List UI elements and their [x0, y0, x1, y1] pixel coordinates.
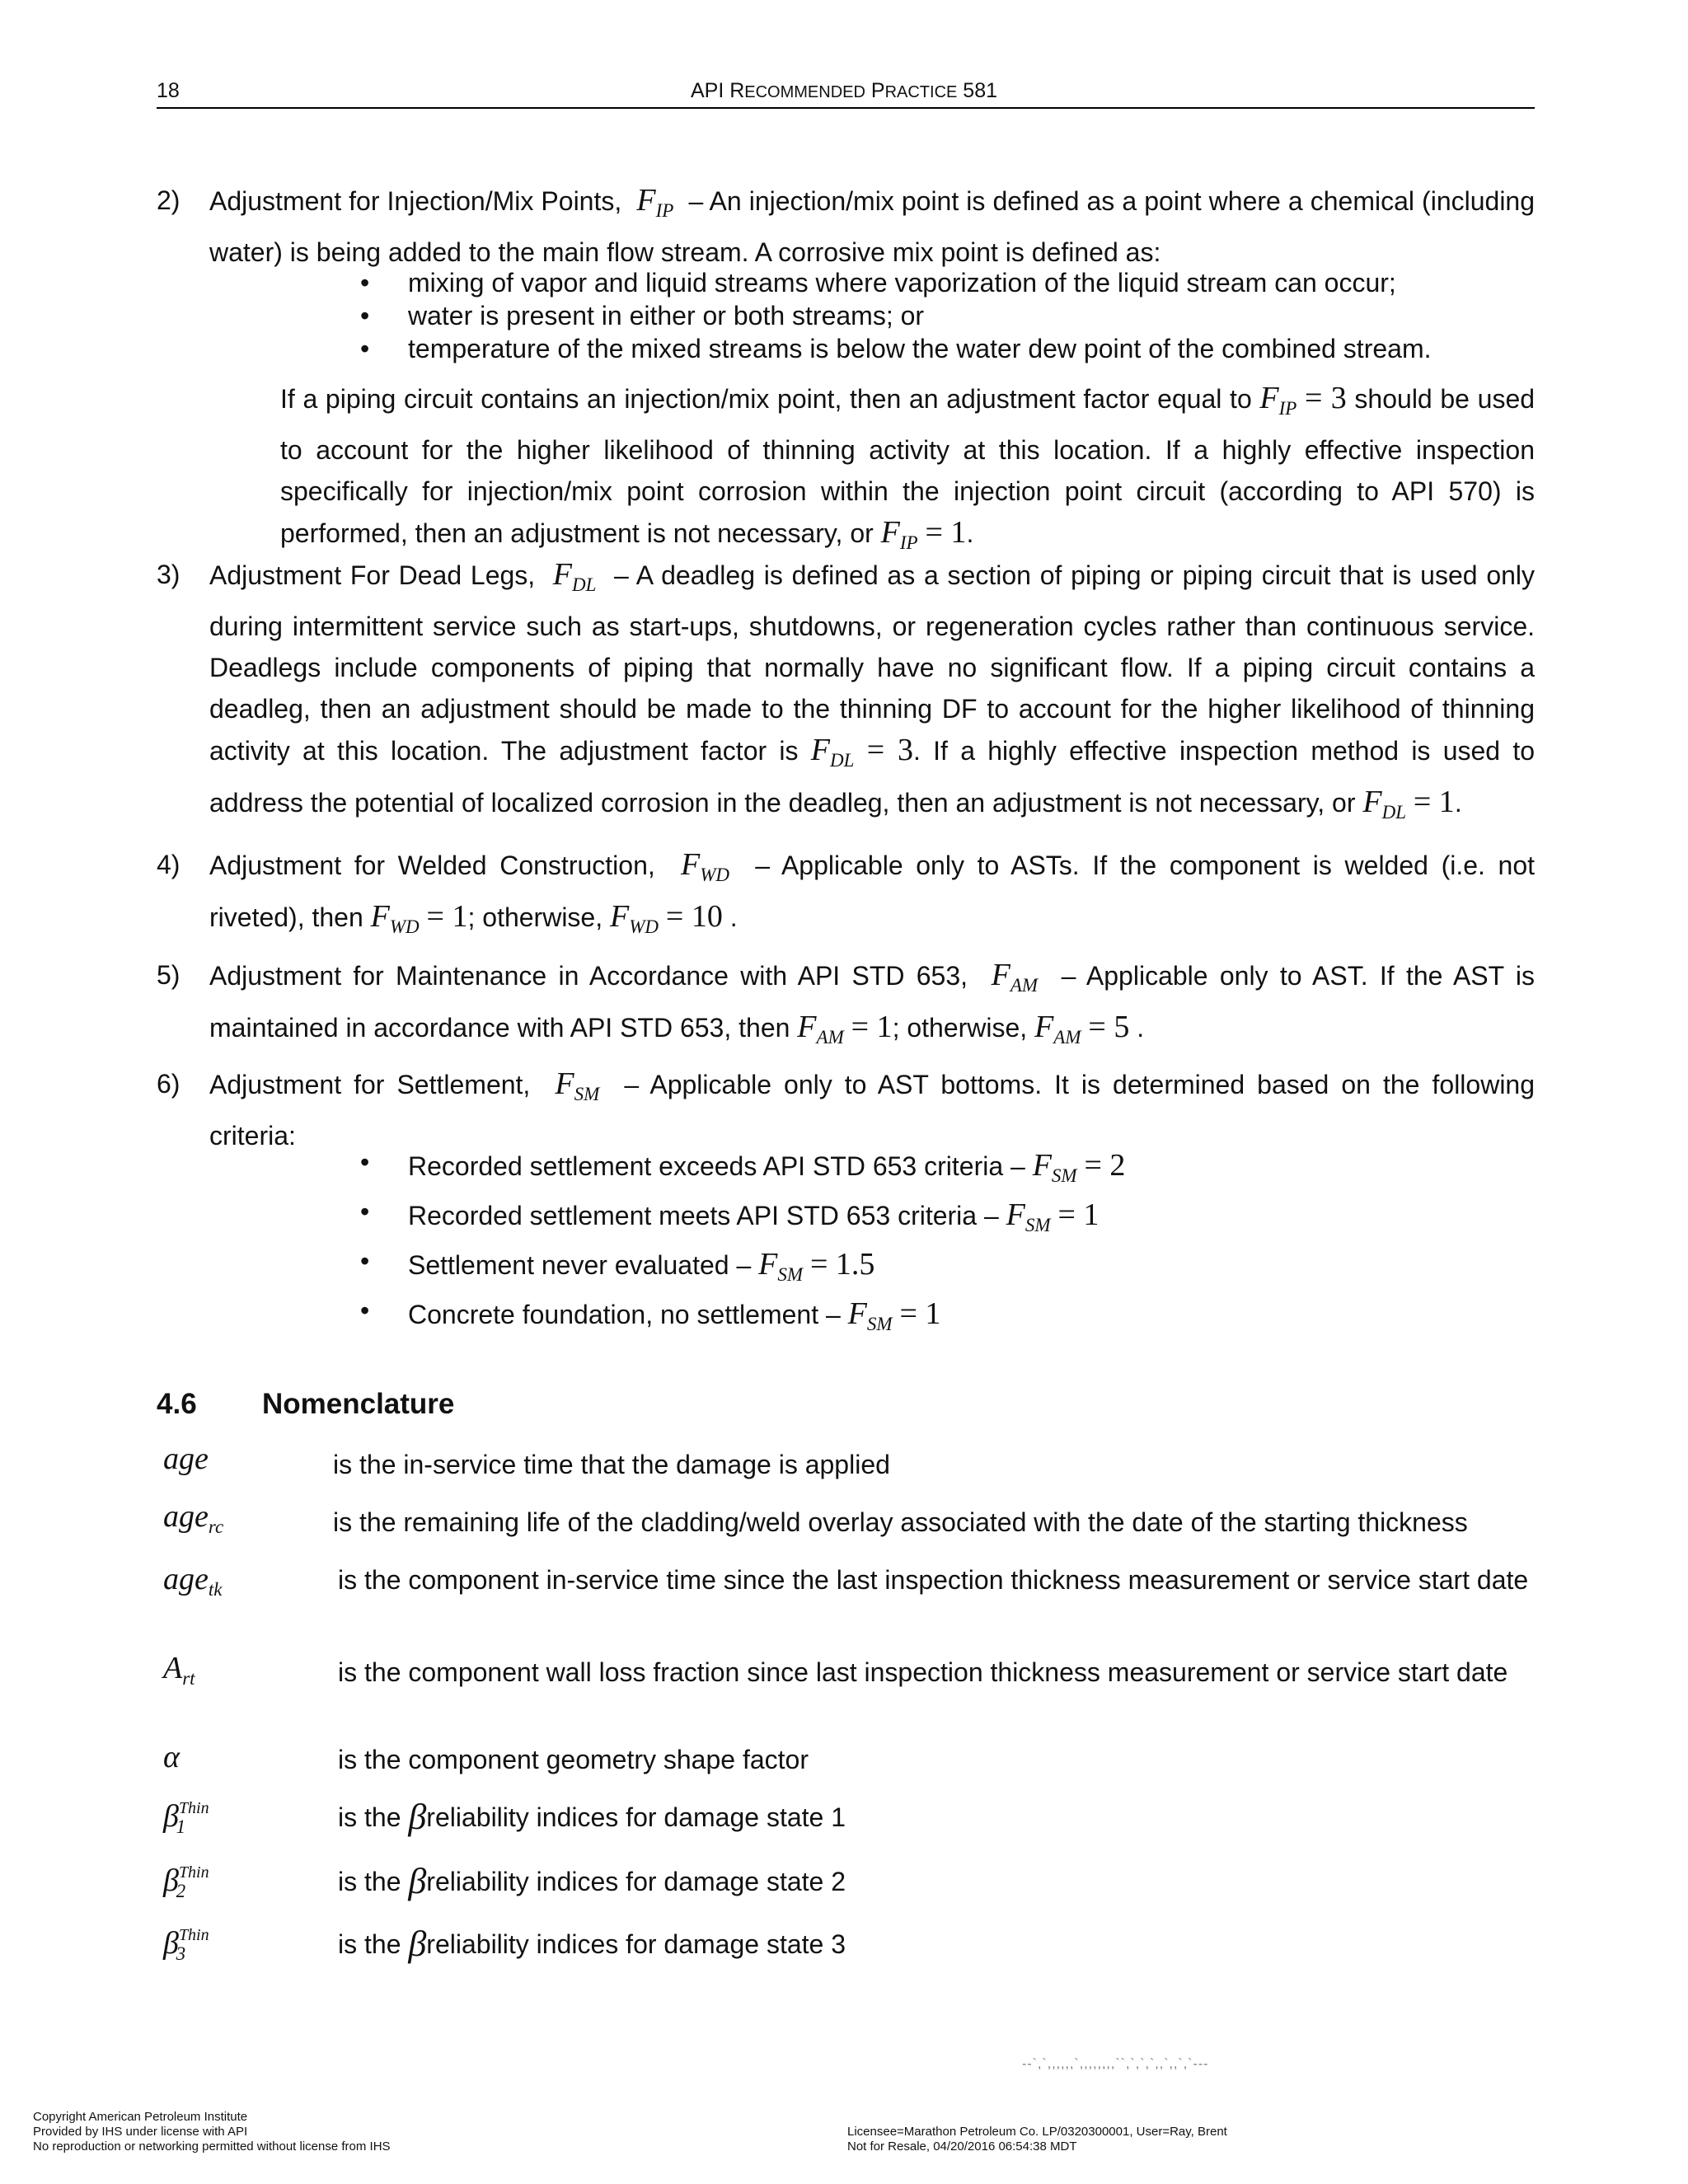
injection-paragraph: If a piping circuit contains an injection/mix point, then an adjustment factor equal to $F_{IP} = 3$ should be used to account for the higher likelihood of thinning activity at this location. If a highly effective inspection specifically for injection/mix point corrosion within the injection point circuit (according to API 570) is performed, then an adjustment is not necessary, or $F_{IP} = 1$.: [280, 381, 1536, 553]
footer-license: Licensee=Marathon Petroleum Co. LP/0320300001, User=Ray, Brent Not for Resale, 04/20/2016 06:54:38 MDT: [847, 2125, 1227, 2154]
nomenclature-symbol: age$_{tk}$: [163, 1562, 223, 1600]
fingerprint-marks: --`,`,,,,,,`,,,,,,,,``,`,`,`,,`,,`,`---: [1022, 2057, 1209, 2071]
running-header: API RECOMMENDED PRACTICE 581: [690, 79, 998, 102]
nomenclature-definition: is the component in-service time since the last inspection thickness measurement or service start date: [338, 1565, 1529, 1595]
nomenclature-symbol: $A_{rt}$: [163, 1651, 195, 1689]
nomenclature-definition: is the βreliability indices for damage state 2: [338, 1861, 846, 1901]
nomenclature-symbol: $\beta^{Thin}_2$: [163, 1863, 209, 1901]
nomenclature-symbol: age: [163, 1441, 209, 1476]
footer-copyright: Copyright American Petroleum Institute Provided by IHS under license with API No reproduction or networking permitted without license from IHS: [33, 2110, 391, 2154]
document-page: 18 API RECOMMENDED PRACTICE 581 2) Adjustment for Injection/Mix Points, $F_{IP}$ – An injection/mix point is defined as a point where a chemical (including water) is being added to the main flow stream. A corrosive mix point is defined as: • mixing of vapor and liquid streams where vaporization of the liquid stream can occur; • water is present in either or both streams; or • temperature of the mixed streams is below the water dew point of the combined stream. If a piping circuit contains an injection/mix point, then an adjustment factor equal to $F_{IP} = 3$ should be used to account for the higher likelihood of thinning activity at this location. If a highly effective inspection specifically for injection/mix point corrosion within the injection point circuit (according to API 570) is performed, then an adjustment is not necessary, or $F_{IP} = 1$. 3) Adjustment For Dead Legs, $F_{DL}$ – A deadleg is defined as a section of piping or piping circuit that is used only during intermittent service such as start-ups, shutdowns, or regeneration cycles rather than continuous service. Deadlegs include components of piping that normally have no significant flow. If a piping circuit contains a deadleg, then an adjustment should be made to the thinning DF to account for the higher likelihood of thinning activity at this location. The adjustment factor is $F_{DL} = 3$. If a highly effective inspection method is used to address the potential of localized corrosion in the deadleg, then an adjustment is not necessary, or $F_{DL} = 1$. 4) Adjustment for Welded Construction, $F_{WD}$ – Applicable only to ASTs. If the component is welded (i.e. not riveted), then $F_{WD} = 1$; otherwise, $F_{WD} = 10$ . 5) Adjustment for Maintenance in Accordance with API STD 653, $F_{AM}$ – Applicable only to AST. If the AST is maintained in accordance with API STD 653, then $F_{AM} = 1$; otherwise, $F_{AM} = 5$ . 6) Adjustment for Settlement, $F_{SM}$ – Applicable only to AST bottoms. It is determined based on the following criteria: • Recorded settlement exceeds API STD 653 criteria – $F_{SM} = 2$ • Recorded settlement meets API STD 653 criteria – $F_{SM} = 1$ • Settlement never evaluated – $F_{SM} = 1.5$ • Concrete foundation, no settlement – $F_{SM} = 1$ 4.6 Nomenclature age is the in-service time that the damage is applied age$_{rc}$ is the remaining life of the cladding/weld overlay associated with the date of the starting thickness age$_{tk}$ is the component in-service time since the last inspection thickness measurement or service start date $A_{rt}$ is the component wall loss fraction since last inspection thickness measurement or service start date α is the component geometry shape factor $\beta^{Thin}_1$ is the βreliability indices for damage state 1 $\beta^{Thin}_2$ is the βreliability indices for damage state 2 $\beta^{Thin}_3$ is the βreliability indices for damage state 3 --`,`,,,,,,`,,,,,,,,``,`,`,`,,`,,`,`--- Copyright American Petroleum Institute Provided by IHS under license with API No reproduction or networking permitted without license from IHS Licensee=Marathon Petroleum Co. LP/0320300001, User=Ray, Brent Not for Resale, 04/20/2016 06:54:38 MDT: [0, 0, 1688, 2184]
nomenclature-symbol: α: [163, 1740, 180, 1774]
nomenclature-definition: is the remaining life of the cladding/weld overlay associated with the date of the starting thickness: [333, 1507, 1468, 1537]
nomenclature-definition: is the βreliability indices for damage state 1: [338, 1797, 846, 1837]
nomenclature-definition: is the βreliability indices for damage state 3: [338, 1924, 846, 1964]
page-number: 18: [157, 79, 180, 102]
nomenclature-definition: is the component geometry shape factor: [338, 1745, 809, 1774]
nomenclature-definition: is the in-service time that the damage is applied: [333, 1450, 890, 1479]
nomenclature-definition: is the component wall loss fraction since last inspection thickness measurement or service start date: [338, 1657, 1508, 1687]
nomenclature-symbol: $\beta^{Thin}_1$: [163, 1799, 209, 1837]
nomenclature-symbol: $\beta^{Thin}_3$: [163, 1926, 209, 1964]
section-title: Nomenclature: [262, 1388, 455, 1420]
item-body: Adjustment for Injection/Mix Points, $F_{IP}$ – An injection/mix point is defined as a point where a chemical (including water) is being added to the main flow stream. A corrosive mix point is defined as:: [209, 183, 1536, 267]
section-number: 4.6: [157, 1388, 197, 1420]
item-number: 2): [157, 185, 181, 215]
header-rule: [157, 107, 1535, 109]
nomenclature-symbol: age$_{rc}$: [163, 1499, 224, 1537]
